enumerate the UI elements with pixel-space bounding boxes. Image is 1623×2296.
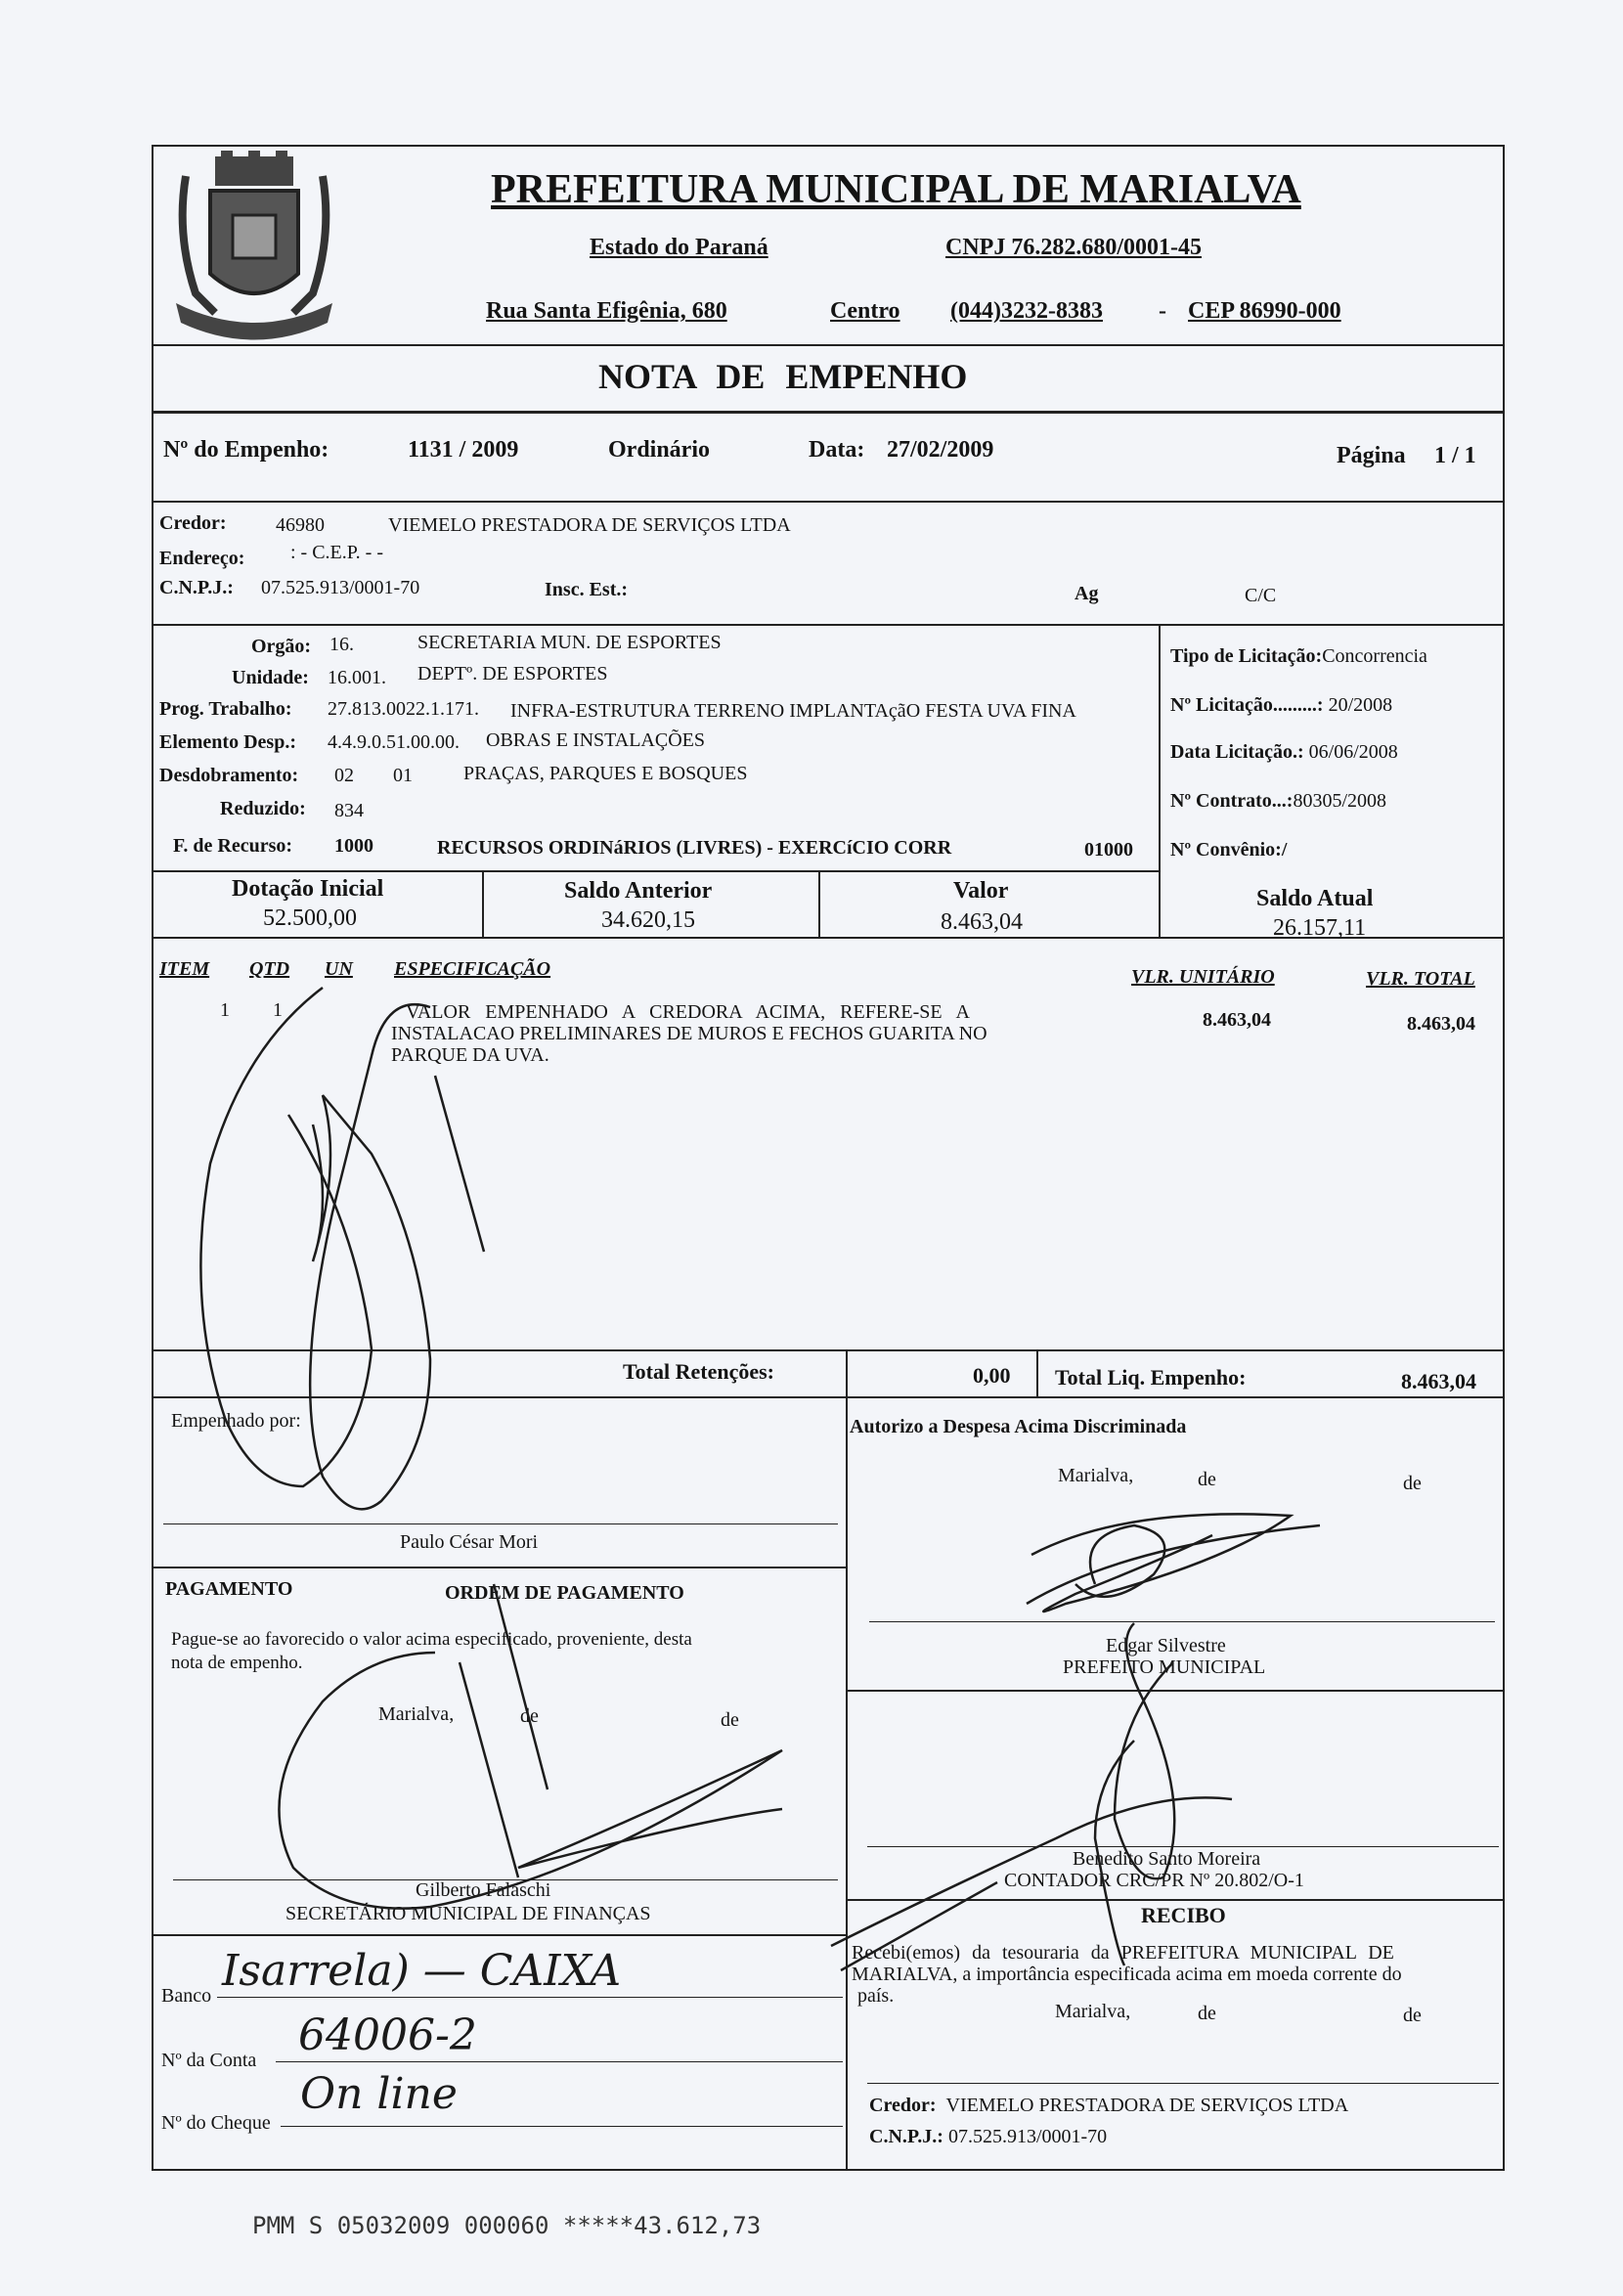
state-name: Estado do Paraná [590,235,768,260]
credor-cnpj: 07.525.913/0001-70 [261,577,420,598]
recibo-de-2: de [1403,2005,1422,2026]
desdobramento-a: 02 [334,765,354,786]
saldo-anterior-value: 34.620,15 [601,907,695,933]
empenho-number-label: Nº do Empenho: [163,437,329,463]
desdobramento-label: Desdobramento: [159,765,299,786]
valor-label: Valor [953,878,1009,904]
empenhado-name: Paulo César Mori [400,1531,539,1553]
recibo-line-3: país. [857,1985,895,2007]
orgao-name: SECRETARIA MUN. DE ESPORTES [417,632,722,653]
banco-value: Isarrela) — CAIXA [222,1946,622,1996]
pagamento-de-2: de [721,1709,739,1731]
prefeito-name: Edgar Silvestre [1106,1635,1226,1656]
unidade-code: 16.001. [328,667,386,688]
autorizo-place: Marialva, [1058,1465,1134,1486]
credor-name: VIEMELO PRESTADORA DE SERVIÇOS LTDA [388,514,791,536]
col-especificacao: ESPECIFICAÇÃO [394,958,551,980]
insc-est-label: Insc. Est.: [545,579,629,600]
unidade-label: Unidade: [232,667,309,688]
recurso-name: RECURSOS ORDINáRIOS (LIVRES) - EXERCíCIO CORR [437,837,952,859]
pague-line-1: Pague-se ao favorecido o valor acima especificado, proveniente, desta [171,1629,692,1650]
nota-de-empenho-form [152,145,1505,2171]
elemento-code: 4.4.9.0.51.00.00. [328,731,460,753]
conta-value: 64006-2 [298,2010,477,2060]
col-qtd: QTD [249,958,290,980]
pagamento-label: PAGAMENTO [165,1578,293,1600]
pagamento-de-1: de [520,1705,539,1727]
col-valor-total: VLR. TOTAL [1366,968,1475,990]
empenho-date: 27/02/2009 [887,437,994,463]
credor-code: 46980 [276,514,325,536]
item-spec-line-1: VALOR EMPENHADO A CREDORA ACIMA, REFERE-SE A [406,1001,970,1023]
reduzido-label: Reduzido: [220,798,306,819]
address-value: : - C.E.P. - - [290,542,383,563]
licitacao-contrato: Nº Contrato...:80305/2008 [1170,790,1387,812]
prefeito-title: PREFEITO MUNICIPAL [1063,1656,1266,1678]
secretario-name: Gilberto Falaschi [416,1879,551,1901]
elemento-name: OBRAS E INSTALAÇÕES [486,729,705,751]
saldo-atual-label: Saldo Atual [1256,886,1374,911]
item-unit-value: 8.463,04 [1203,1009,1271,1031]
retencoes-label: Total Retenções: [623,1359,774,1384]
address-label: Endereço: [159,548,245,569]
dotacao-value: 52.500,00 [263,905,357,931]
org-cep: CEP 86990-000 [1188,298,1341,324]
recibo-place: Marialva, [1055,2001,1131,2022]
item-total-value: 8.463,04 [1407,1013,1475,1035]
item-spec-line-3: PARQUE DA UVA. [391,1044,549,1066]
col-valor-unitario: VLR. UNITÁRIO [1131,966,1275,988]
contador-title: CONTADOR CRC/PR Nº 20.802/O-1 [1004,1870,1304,1891]
recibo-credor: Credor: VIEMELO PRESTADORA DE SERVIÇOS LTDA [869,2095,1349,2116]
desdobramento-name: PRAÇAS, PARQUES E BOSQUES [463,763,748,784]
org-phone: (044)3232-8383 [950,298,1103,324]
page-number: 1 / 1 [1434,443,1476,468]
pagamento-place: Marialva, [378,1703,455,1725]
footer-stamp: PMM S 05032009 000060 *****43.612,73 [252,2212,762,2239]
credor-label: Credor: [159,512,227,534]
cheque-label: Nº do Cheque [161,2112,271,2134]
org-centro: Centro [830,298,900,324]
empenho-type: Ordinário [608,437,711,463]
recurso-code: 1000 [334,835,373,857]
orgao-label: Orgão: [251,636,312,657]
recurso-label: F. de Recurso: [173,835,293,857]
conta-label: Nº da Conta [161,2050,257,2071]
cheque-value: On line [300,2069,458,2119]
autorizo-de-2: de [1403,1473,1422,1494]
empenho-date-label: Data: [809,437,865,463]
licitacao-tipo: Tipo de Licitação:Concorrencia [1170,645,1427,667]
valor-value: 8.463,04 [941,909,1023,935]
unidade-name: DEPTº. DE ESPORTES [417,663,608,684]
autorizo-label: Autorizo a Despesa Acima Discriminada [850,1416,1187,1437]
prog-trabalho-name: INFRA-ESTRUTURA TERRENO IMPLANTAçãO FESTA UVA FINA [510,700,1076,722]
saldo-atual-value: 26.157,11 [1273,915,1367,941]
recurso-code-2: 01000 [1084,839,1133,861]
licitacao-numero: Nº Licitação.........: 20/2008 [1170,694,1393,716]
recibo-line-1: Recebi(emos) da tesouraria da PREFEITURA MUNICIPAL DE [852,1942,1394,1964]
retencoes-value: 0,00 [973,1363,1011,1388]
org-name: PREFEITURA MUNICIPAL DE MARIALVA [491,167,1301,212]
ordem-pagamento-label: ORDEM DE PAGAMENTO [445,1582,684,1604]
col-item: ITEM [159,958,210,980]
empenhado-label: Empenhado por: [171,1410,301,1432]
pague-line-2: nota de empenho. [171,1653,303,1673]
banco-label: Banco [161,1985,212,2007]
col-un: UN [325,958,353,980]
prog-trabalho-label: Prog. Trabalho: [159,698,292,720]
desdobramento-b: 01 [393,765,413,786]
item-number: 1 [220,999,230,1021]
prog-trabalho-code: 27.813.0022.1.171. [328,698,479,720]
secretario-title: SECRETÁRIO MUNICIPAL DE FINANÇAS [285,1903,651,1924]
conta-corrente-label: C/C [1245,585,1277,606]
recibo-title: RECIBO [1141,1903,1226,1927]
header-dash: - [1159,298,1166,324]
recibo-line-2: MARIALVA, a importância especificada acima em moeda corrente do [852,1964,1402,1985]
liq-empenho-label: Total Liq. Empenho: [1055,1365,1247,1390]
saldo-anterior-label: Saldo Anterior [564,878,713,904]
autorizo-de-1: de [1198,1469,1216,1490]
empenho-number: 1131 / 2009 [408,437,519,463]
item-spec-line-2: INSTALACAO PRELIMINARES DE MUROS E FECHOS GUARITA NO [391,1023,987,1044]
orgao-code: 16. [329,634,354,655]
item-qtd: 1 [273,999,283,1021]
org-cnpj: CNPJ 76.282.680/0001-45 [945,235,1202,260]
reduzido-value: 834 [334,800,364,821]
credor-cnpj-label: C.N.P.J.: [159,577,234,598]
page-label: Página [1337,443,1406,468]
licitacao-data: Data Licitação.: 06/06/2008 [1170,741,1398,763]
document-title: NOTA DE EMPENHO [598,357,968,396]
contador-name: Benedito Santo Moreira [1073,1848,1261,1870]
liq-empenho-value: 8.463,04 [1401,1369,1476,1393]
agencia-label: Ag [1075,583,1099,604]
recibo-de-1: de [1198,2003,1216,2024]
dotacao-label: Dotação Inicial [232,876,384,902]
elemento-label: Elemento Desp.: [159,731,296,753]
recibo-cnpj: C.N.P.J.: 07.525.913/0001-70 [869,2126,1108,2147]
org-address: Rua Santa Efigênia, 680 [486,298,727,324]
licitacao-convenio: Nº Convênio:/ [1170,839,1288,861]
